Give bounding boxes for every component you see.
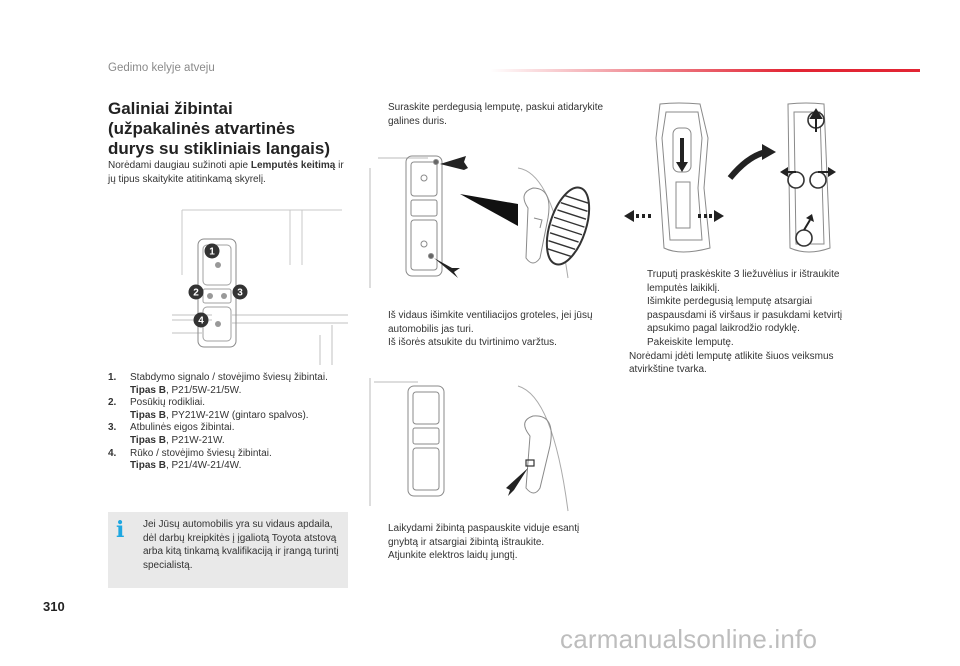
legend-type-value: , P21/4W-21/4W. <box>165 460 242 472</box>
section-header: Gedimo kelyje atveju <box>108 62 215 74</box>
legend-item <box>108 372 348 397</box>
legend-type-value: , P21W-21W. <box>165 434 225 446</box>
intro-paragraph <box>108 159 346 187</box>
header-accent-line <box>490 69 920 72</box>
figure-label-2: 2 <box>193 287 199 299</box>
info-icon: i <box>116 517 125 543</box>
info-note-text: Jei Jūsų automobilis yra su vidaus apdaila, dėl darbų kreipkitės į įgaliotą Toyota atstovą arba kitą tinkamą kvalifikaciją ir įrangą turintį specialistą. <box>143 519 339 571</box>
legend-text: Atbulinės eigos žibintai. <box>130 422 235 434</box>
title-line: (užpakalinės atvartinės <box>108 119 296 138</box>
legend-item <box>108 448 348 473</box>
intro-text: ir jų tipus skaitykite atitinkamą skyrelį. <box>108 160 344 185</box>
legend-type-value: , P21/5W-21/5W. <box>165 384 242 396</box>
title-line: durys su stikliniais langais) <box>108 139 331 158</box>
legend-text: Stabdymo signalo / stovėjimo šviesų žibintai. <box>130 372 328 383</box>
steps-bottom <box>370 522 610 563</box>
info-note <box>108 512 348 588</box>
page-number: 310 <box>43 599 65 614</box>
legend-number: 1. <box>108 372 117 383</box>
step-text: Laikydami žibintą paspauskite viduje esantį gnybtą ir atsargiai žibintą ištraukite. <box>388 523 580 548</box>
step-text: Atjunkite elektros laidų jungtį. <box>388 550 518 562</box>
legend-type-label: Tipas B <box>130 434 166 446</box>
legend-text: Posūkių rodikliai. <box>130 397 206 409</box>
legend-type-value: , PY21W-21W (gintaro spalvos). <box>165 409 309 421</box>
figure-label-4: 4 <box>198 315 204 327</box>
figure-label-3: 3 <box>237 287 243 299</box>
bulb-holder-figure <box>620 98 846 260</box>
legend-type-label: Tipas B <box>130 460 166 472</box>
step-text: Suraskite perdegusią lemputę, paskui atidarykite galines duris. <box>388 102 604 127</box>
step-text: Iš išorės atsukite du tvirtinimo varžtus. <box>388 337 557 349</box>
steps-right <box>629 268 874 377</box>
intro-text: Norėdami daugiau sužinoti apie <box>108 160 251 171</box>
legend-number: 3. <box>108 422 117 434</box>
legend-number: 4. <box>108 447 117 459</box>
step-text: Truputį praskėskite 3 liežuvėlius ir ištraukite lemputės laikiklį. <box>647 269 840 294</box>
bulb-legend <box>108 372 348 473</box>
closing-text: Norėdami įdėti lemputę atlikite šiuos veiksmus atvirkštine tvarka. <box>629 350 834 376</box>
lamp-screws-figure <box>368 148 604 296</box>
legend-type-label: Tipas B <box>130 409 166 421</box>
step-text: Išimkite perdegusią lemputę atsargiai paspausdami iš viršaus ir pasukdami ketvirtį apsukimo pagal laikrodžio rodyklę. <box>647 296 843 335</box>
legend-number: 2. <box>108 397 117 409</box>
rear-lamp-figure <box>172 205 348 365</box>
legend-item <box>108 422 348 447</box>
steps-top <box>370 101 610 128</box>
title-line: Galiniai žibintai <box>108 99 233 118</box>
legend-item <box>108 397 348 422</box>
lamp-removal-figure <box>368 376 604 516</box>
step-text: Pakeiskite lemputę. <box>647 336 734 348</box>
step-text: Iš vidaus išimkite ventiliacijos groteles, jei jūsų automobilis jas turi. <box>388 310 593 335</box>
legend-text: Rūko / stovėjimo šviesų žibintai. <box>130 447 272 459</box>
figure-label-1: 1 <box>209 246 215 258</box>
intro-link-text: Lemputės keitimą <box>250 160 336 171</box>
page-title <box>108 99 358 159</box>
watermark: carmanualsonline.info <box>560 624 818 654</box>
steps-mid <box>370 309 610 350</box>
legend-type-label: Tipas B <box>130 384 166 396</box>
